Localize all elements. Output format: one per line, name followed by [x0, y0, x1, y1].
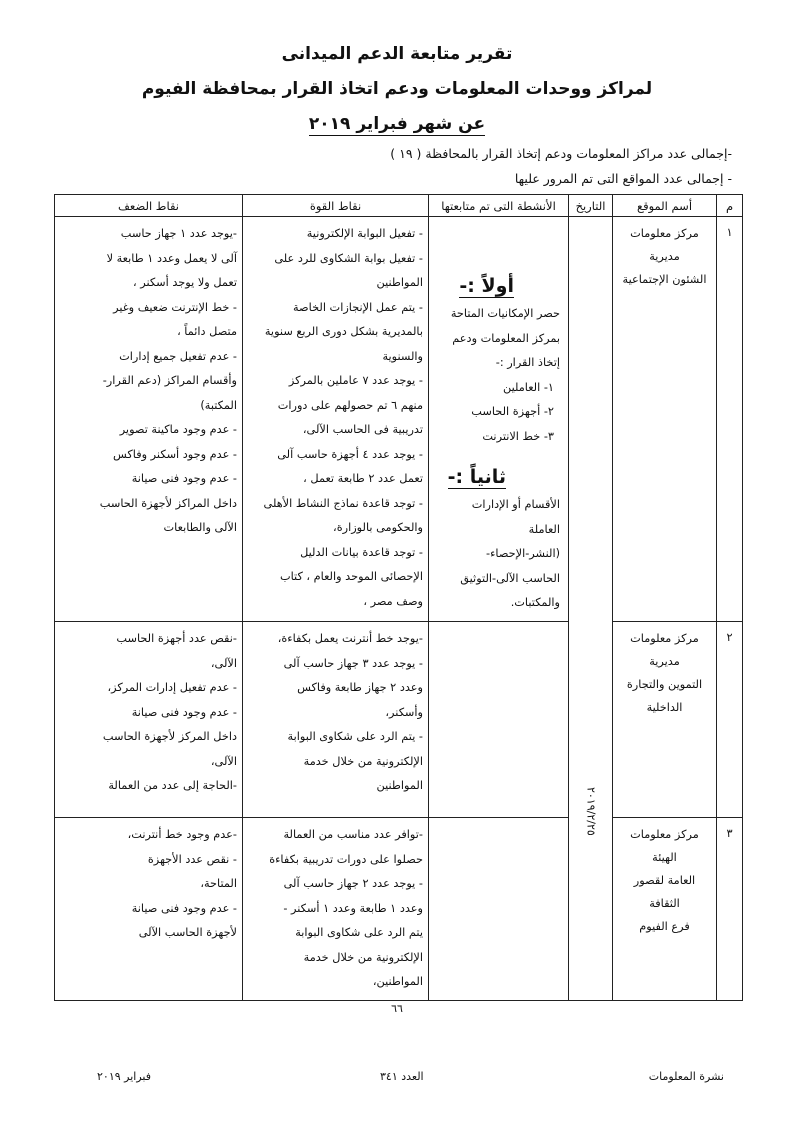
followup-table: [54, 194, 743, 1001]
activities-text: الأقسام أو الإدارات: [471, 498, 560, 511]
strength-line: - يوجد عدد ٤ أجهزة حاسب آلى: [277, 447, 423, 461]
strength-line: حصلوا على دورات تدريبية بكفاءة: [269, 852, 423, 866]
strength-line: - يوجد عدد ٧ عاملين بالمركز: [288, 374, 423, 387]
weakness-line: تعمل ولا يوجد أسكنر ،: [133, 276, 237, 289]
strength-line: تعمل عدد ٢ طابعة تعمل ،: [303, 472, 423, 485]
site-line: العامة لقصور الثقافة: [633, 874, 696, 910]
weakness-line: - خط الإنترنت ضعيف وغير: [113, 300, 237, 314]
weakness-line: داخل المركز لأجهزة الحاسب: [102, 730, 237, 743]
activities-cell-empty: [429, 818, 569, 1001]
strength-line: وصف مصر ،: [363, 594, 423, 608]
weakness-line: - عدم وجود ماكينة تصوير: [119, 423, 237, 436]
strength-line: - توجد قاعدة نماذج النشاط الأهلى: [263, 496, 423, 510]
activities-item: ١- العاملين: [502, 380, 554, 394]
weakness-line: داخل المراكز لأجهزة الحاسب: [99, 496, 237, 510]
strength-line: منهم ٦ تم حصولهم على دورات: [277, 398, 423, 412]
table-row: [55, 217, 743, 622]
page-number: ٦٦: [391, 1002, 403, 1015]
strength-line: والسنوية: [382, 349, 423, 363]
weakness-line: -يوجد عدد ١ جهاز حاسب: [120, 227, 237, 240]
row-number: ٢: [717, 622, 743, 818]
strength-line: - تفعيل البوابة الإلكترونية: [306, 227, 423, 240]
strengths-cell: [243, 622, 429, 818]
strength-line: - يتم عمل الإنجازات الخاصة: [293, 300, 423, 314]
visit-date: ٢٠١٩/٢/٢٥: [584, 787, 598, 836]
site-line: مركز معلومات مديرية: [630, 227, 699, 263]
row-site: [613, 622, 717, 818]
weakness-line: المكتبة): [200, 398, 237, 412]
header-activities: الأنشطة التى تم متابعتها: [429, 195, 569, 217]
activities-text: والمكتبات.: [510, 596, 560, 609]
footer-date: فبراير ٢٠١٩: [97, 1070, 151, 1083]
weakness-line: لأجهزة الحاسب الآلى: [138, 926, 237, 939]
weaknesses-cell: [55, 217, 243, 622]
footer-publication: نشرة المعلومات: [648, 1070, 724, 1083]
weakness-line: - عدم تفعيل إدارات المركز،: [107, 681, 237, 694]
strength-line: وعدد ٢ جهاز طابعة وفاكس: [297, 681, 423, 694]
footer-issue: العدد ٣٤١: [380, 1070, 424, 1083]
site-line: الداخلية: [646, 701, 683, 714]
weakness-line: - عدم وجود فنى صيانة: [131, 901, 237, 915]
row-site: [613, 818, 717, 1001]
weakness-line: متصل دائماً ،: [177, 325, 237, 338]
strength-line: بالمديرية بشكل دورى الربع سنوية: [264, 325, 423, 338]
row-number: ٣: [717, 818, 743, 1001]
weakness-line: الآلى،: [210, 754, 237, 768]
activities-text: (النشر-الإحصاء-: [486, 547, 560, 560]
strength-line: -يوجد خط أنترنت يعمل بكفاءة،: [277, 632, 423, 645]
strength-line: - يتم الرد على شكاوى البوابة: [287, 730, 423, 743]
weakness-line: الآلى،: [210, 656, 237, 670]
summary-centers-total: -إجمالى عدد مراكز المعلومات ودعم إتخاذ القرار بالمحافظة ( ١٩ ): [390, 146, 732, 161]
report-title: تقرير متابعة الدعم الميدانى: [281, 44, 513, 64]
activities-text: حصر الإمكانيات المتاحة: [450, 307, 560, 320]
weakness-line: -نقص عدد أجهزة الحاسب: [116, 632, 237, 645]
report-period: عن شهر فبراير ٢٠١٩: [308, 114, 486, 134]
site-line: مركز معلومات مديرية: [630, 632, 699, 668]
activities-text: إتخاذ القرار :-: [495, 356, 560, 369]
strength-line: الإلكترونية من خلال خدمة: [303, 950, 423, 964]
strength-line: - تفعيل بوابة الشكاوى للرد على: [274, 251, 423, 265]
strength-line: تدريبية فى الحاسب الآلى،: [302, 423, 423, 436]
weakness-line: المتاحة،: [200, 877, 237, 890]
strength-line: - يوجد عدد ٢ جهاز حاسب آلى: [283, 877, 423, 890]
activities-text: الحاسب الآلى-التوثيق: [460, 571, 560, 585]
site-line: الشئون الإجتماعية: [622, 273, 707, 286]
weaknesses-cell: [55, 622, 243, 818]
weakness-line: - عدم وجود فنى صيانة: [131, 705, 237, 719]
activities-heading-first: أولاً :-: [459, 275, 514, 297]
site-line: فرع الفيوم: [639, 920, 690, 933]
header-weaknesses: نقاط الضعف: [55, 195, 243, 217]
activities-heading-second: ثانياً :-: [447, 466, 506, 488]
strength-line: المواطنين: [376, 276, 423, 289]
site-line: التموين والتجارة: [626, 678, 703, 691]
table-row: [55, 622, 743, 818]
weakness-line: - عدم وجود أسكنر وفاكس: [113, 447, 237, 461]
header-site: أسم الموقع: [613, 195, 717, 217]
activities-item: ٢- أجهزة الحاسب: [471, 405, 554, 418]
weakness-line: - عدم تفعيل جميع إدارات: [119, 349, 237, 363]
strength-line: - توجد قاعدة بيانات الدليل: [300, 545, 423, 559]
header-strengths: نقاط القوة: [243, 195, 429, 217]
header-num: م: [717, 195, 743, 217]
header-date: التاريخ: [569, 195, 613, 217]
report-titles: [0, 44, 794, 136]
activities-cell-empty: [429, 622, 569, 818]
row-number: ١: [717, 217, 743, 622]
strengths-cell: [243, 217, 429, 622]
strength-line: وأسكنر،: [385, 705, 423, 719]
strength-line: الإحصائى الموحد والعام ، كتاب: [279, 570, 423, 583]
strength-line: وعدد ١ طابعة وعدد ١ أسكنر -: [283, 901, 423, 915]
strength-line: والحكومى بالوزارة،: [333, 521, 423, 534]
strength-line: المواطنين: [376, 779, 423, 792]
summary-visited-total: - إجمالى عدد المواقع التى تم المرور عليها: [514, 171, 732, 186]
strength-line: يتم الرد على شكاوى البوابة: [295, 926, 423, 939]
strength-line: الإلكترونية من خلال خدمة: [303, 754, 423, 768]
weakness-line: - عدم وجود فنى صيانة: [131, 472, 237, 485]
weaknesses-cell: [55, 818, 243, 1001]
strength-line: المواطنين،: [372, 975, 423, 988]
strength-line: - يوجد عدد ٣ جهاز حاسب آلى: [283, 656, 423, 670]
activities-item: ٣- خط الانترنت: [482, 429, 554, 443]
table-row: [55, 818, 743, 1001]
weakness-line: وأقسام المراكز (دعم القرار-: [102, 374, 237, 387]
activities-cell: [429, 217, 569, 622]
strength-line: -توافر عدد مناسب من العمالة: [283, 828, 423, 841]
site-line: مركز معلومات الهيئة: [630, 828, 699, 864]
weakness-line: آلى لا يعمل وعدد ١ طابعة لا: [106, 251, 237, 265]
table-header-row: [55, 195, 743, 217]
strengths-cell: [243, 818, 429, 1001]
weakness-line: - نقص عدد الأجهزة: [147, 852, 237, 866]
activities-text: بمركز المعلومات ودعم: [452, 331, 560, 345]
visit-date-cell: [569, 217, 613, 1001]
row-site: [613, 217, 717, 622]
weakness-line: -عدم وجود خط أنترنت،: [127, 828, 237, 841]
weakness-line: -الحاجة إلى عدد من العمالة: [108, 779, 237, 792]
summary-block: [390, 146, 732, 196]
weakness-line: الآلى والطابعات: [163, 521, 237, 534]
report-subtitle: لمراكز ووحدات المعلومات ودعم اتخاذ القرار بمحافظة الفيوم: [141, 79, 653, 99]
activities-text: العاملة: [528, 522, 560, 536]
